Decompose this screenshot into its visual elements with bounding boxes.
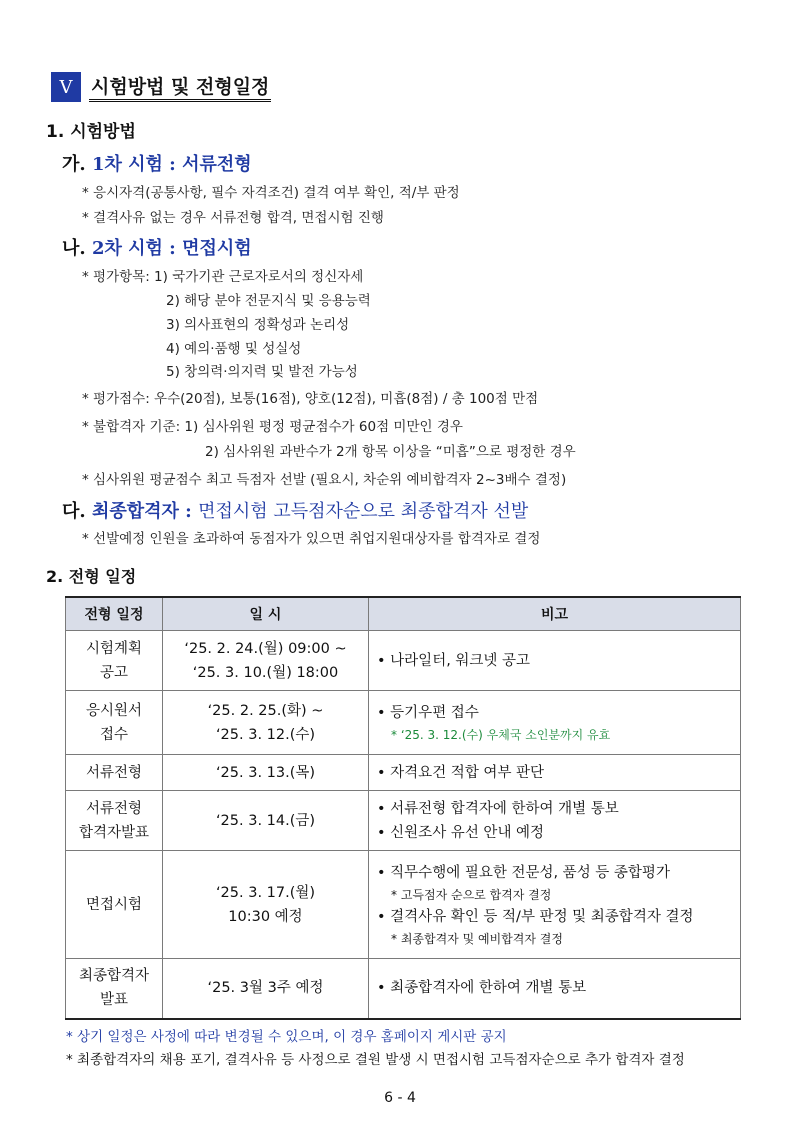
table-row xyxy=(66,631,741,691)
first-exam-note-2: * 결격사유 없는 경우 서류전형 합격, 면접시험 진행 xyxy=(82,210,384,226)
remarks-cell xyxy=(369,691,741,755)
second-exam-prefix: 나. xyxy=(62,238,86,259)
method-heading: 1. 시험방법 xyxy=(46,122,136,142)
stage-line: 서류전형 xyxy=(85,764,143,781)
section-number: V xyxy=(51,72,81,102)
remark-bullet: • 신원조사 유선 안내 예정 xyxy=(377,821,739,845)
fail-criteria-1: * 불합격자 기준: 1) 심사위원 평정 평균점수가 60점 미만인 경우 xyxy=(82,419,463,435)
final-title: 최종합격자 : xyxy=(91,501,192,522)
first-exam-title: 1차 시험 : 서류전형 xyxy=(91,154,252,175)
table-row xyxy=(66,851,741,959)
second-exam-title: 2차 시험 : 면접시험 xyxy=(91,238,252,259)
first-exam-heading xyxy=(62,150,252,176)
table-row xyxy=(66,755,741,791)
remark-bullet: • 결격사유 확인 등 적/부 판정 및 최종합격자 결정 xyxy=(377,905,739,929)
remarks-cell xyxy=(369,959,741,1019)
stage-line: 면접시험 xyxy=(85,896,143,913)
section-header xyxy=(51,72,271,102)
date-cell xyxy=(163,959,369,1019)
date-line: ‘25. 3. 14.(금) xyxy=(215,812,316,829)
column-header-stage: 전형 일정 xyxy=(66,597,163,631)
stage-line: 응시원서 xyxy=(85,702,143,719)
remarks-cell xyxy=(369,851,741,959)
stage-line: 서류전형 xyxy=(85,800,143,817)
date-cell xyxy=(163,791,369,851)
eval-item-5: 5) 창의력·의지력 및 발전 가능성 xyxy=(166,364,358,380)
remarks-cell xyxy=(369,755,741,791)
remark-subnote: * 최종합격자 및 예비합격자 결정 xyxy=(391,931,563,946)
eval-label: * 평가항목: 1) 국가기관 근로자로서의 정신자세 xyxy=(82,269,364,285)
column-header-remarks: 비고 xyxy=(369,597,741,631)
remark-bullet: • 자격요건 적합 여부 판단 xyxy=(377,761,739,785)
footnote-1: * 상기 일정은 사정에 따라 변경될 수 있으며, 이 경우 홈페이지 게시판 공지 xyxy=(66,1029,507,1045)
remark-subnote-green: * ‘25. 3. 12.(수) 우체국 소인분까지 유효 xyxy=(391,727,611,742)
date-cell xyxy=(163,691,369,755)
first-exam-note-1: * 응시자격(공통사항, 필수 자격조건) 결격 여부 확인, 적/부 판정 xyxy=(82,185,460,201)
score-note: * 평가점수: 우수(20점), 보통(16점), 양호(12점), 미흡(8점) / 총 100점 만점 xyxy=(82,391,539,407)
table-row xyxy=(66,691,741,755)
stage-line: 공고 xyxy=(99,664,128,681)
date-line: ‘25. 3월 3주 예정 xyxy=(207,980,324,997)
stage-cell xyxy=(66,851,163,959)
date-line: ‘25. 3. 13.(목) xyxy=(215,764,316,781)
second-exam-heading xyxy=(62,234,252,260)
schedule-heading: 2. 전형 일정 xyxy=(46,567,137,586)
final-heading xyxy=(62,497,528,523)
final-note: * 선발예정 인원을 초과하여 동점자가 있으면 취업지원대상자를 합격자로 결정 xyxy=(82,531,541,547)
table-row xyxy=(66,959,741,1019)
stage-cell xyxy=(66,959,163,1019)
eval-item-4: 4) 예의·품행 및 성실성 xyxy=(166,341,302,357)
date-cell xyxy=(163,851,369,959)
stage-cell xyxy=(66,755,163,791)
schedule-table xyxy=(65,596,741,1020)
stage-cell xyxy=(66,631,163,691)
date-line: 10:30 예정 xyxy=(228,908,303,925)
column-header-date: 일 시 xyxy=(163,597,369,631)
date-cell xyxy=(163,631,369,691)
stage-line: 최종합격자 xyxy=(78,968,150,985)
table-header-row xyxy=(66,597,741,631)
stage-line: 접수 xyxy=(99,726,128,743)
footnote-2: * 최종합격자의 채용 포기, 결격사유 등 사정으로 결원 발생 시 면접시험 고득점자순으로 추가 합격자 결정 xyxy=(66,1052,685,1068)
date-line: ‘25. 2. 25.(화) ~ xyxy=(207,702,324,719)
remark-bullet: • 서류전형 합격자에 한하여 개별 통보 xyxy=(377,797,739,821)
stage-cell xyxy=(66,691,163,755)
remarks-cell xyxy=(369,791,741,851)
remark-bullet: • 나라일터, 워크넷 공고 xyxy=(377,649,739,673)
remark-subnote: * 고득점자 순으로 합격자 결정 xyxy=(391,887,552,902)
page-number: 6 - 4 xyxy=(384,1090,416,1106)
final-title-rest: 면접시험 고득점자순으로 최종합격자 선발 xyxy=(198,501,529,522)
remark-bullet: • 직무수행에 필요한 전문성, 품성 등 종합평가 xyxy=(377,861,739,885)
table-row xyxy=(66,791,741,851)
date-line: ‘25. 3. 17.(월) xyxy=(215,884,316,901)
date-line: ‘25. 3. 10.(월) 18:00 xyxy=(192,664,339,681)
stage-line: 발표 xyxy=(99,992,128,1009)
stage-cell xyxy=(66,791,163,851)
final-prefix: 다. xyxy=(62,501,86,522)
first-exam-prefix: 가. xyxy=(62,154,86,175)
remark-bullet: • 최종합격자에 한하여 개별 통보 xyxy=(377,976,739,1000)
date-line: ‘25. 2. 24.(월) 09:00 ~ xyxy=(184,640,347,657)
fail-criteria-2: 2) 심사위원 과반수가 2개 항목 이상을 “미흡”으로 평정한 경우 xyxy=(205,444,576,460)
section-title: 시험방법 및 전형일정 xyxy=(89,72,271,102)
remark-bullet: • 등기우편 접수 xyxy=(377,701,739,725)
selection-note: * 심사위원 평균점수 최고 득점자 선발 (필요시, 차순위 예비합격자 2~3배수 결정) xyxy=(82,472,567,488)
remarks-cell xyxy=(369,631,741,691)
date-line: ‘25. 3. 12.(수) xyxy=(215,726,316,743)
stage-line: 합격자발표 xyxy=(78,824,150,841)
eval-item-2: 2) 해당 분야 전문지식 및 응용능력 xyxy=(166,293,371,309)
date-cell xyxy=(163,755,369,791)
eval-item-3: 3) 의사표현의 정확성과 논리성 xyxy=(166,317,350,333)
stage-line: 시험계획 xyxy=(85,640,143,657)
